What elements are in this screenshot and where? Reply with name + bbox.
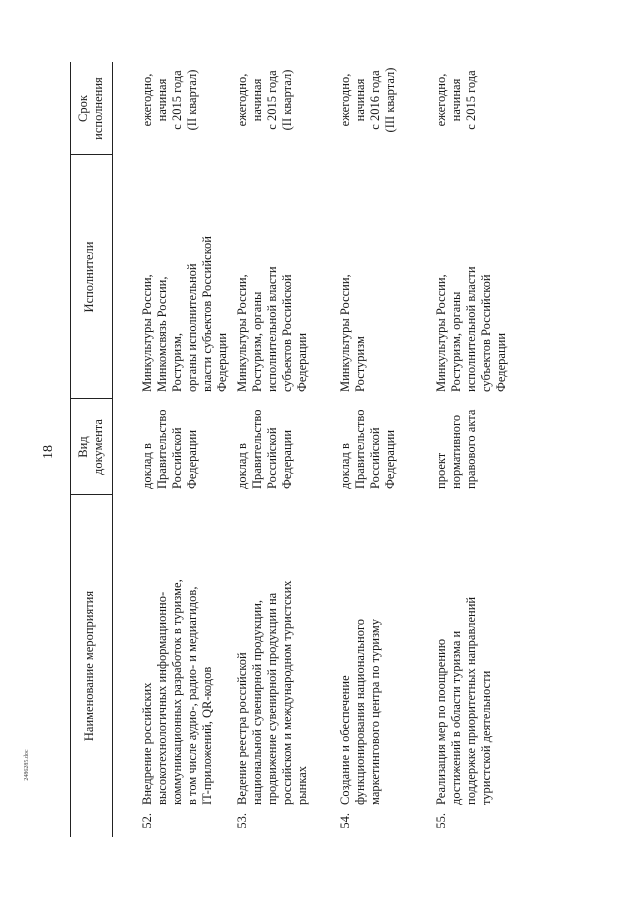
- row-54-event: Создание и обеспечение функционирования национального маркетингового центра по туризму: [338, 618, 382, 805]
- row-55-executors: Минкультуры России, Ростуризм, органы исполнительной власти субъектов Российской Федерации: [434, 266, 508, 392]
- header-bottom-border: [112, 62, 113, 837]
- header-executors: Исполнители: [82, 241, 96, 313]
- row-52-executors: Минкультуры России, Минкомсвязь России, Ростуризм, органы исполнительной власти субъектов Российской Федерации: [140, 236, 229, 392]
- landscape-table: [70, 62, 508, 837]
- row-54-number: 54.: [338, 813, 352, 829]
- row-53-executors: Минкультуры России, Ростуризм, органы исполнительной власти субъектов Российской Федерации: [235, 266, 309, 392]
- row-55-doc-type: проект нормативного правового акта: [434, 409, 478, 489]
- row-52-number: 52.: [140, 813, 154, 829]
- row-52-event: Внедрение российских высокотехнологичных информационно- коммуникационных разработок в туризме, в том числе аудио-, радио- и медиагидов, IT-приложений, QR-кодов: [140, 579, 214, 805]
- row-53-deadline: ежегодно, начиная с 2015 года (II квартал): [235, 69, 294, 131]
- row-53-doc-type: доклад в Правительство Российской Федерации: [235, 409, 294, 489]
- row-55-deadline: ежегодно, начиная с 2015 года: [434, 70, 478, 130]
- header-event: Наименование мероприятия: [82, 590, 96, 742]
- file-name: 2486285.doc: [24, 749, 30, 781]
- row-53-event: Ведение реестра российской национальной сувенирной продукции, продвижение сувенирной продукции на российском и международном туристских рынках: [235, 580, 309, 805]
- row-55-number: 55.: [434, 813, 448, 829]
- row-53-number: 53.: [235, 813, 249, 829]
- header-deadline: Срок исполнения: [76, 77, 105, 140]
- row-54-executors: Минкультуры России, Ростуризм: [338, 274, 367, 392]
- row-54-doc-type: доклад в Правительство Российской Федерации: [338, 409, 397, 489]
- row-54-deadline: ежегодно, начиная с 2016 года (III квартал): [338, 67, 397, 133]
- row-52-deadline: ежегодно, начиная с 2015 года (II квартал): [140, 69, 199, 131]
- row-52-doc-type: доклад в Правительство Российской Федерации: [140, 409, 199, 489]
- header-doc-type: Вид документа: [76, 419, 105, 475]
- header-top-border: [70, 62, 71, 837]
- row-55-event: Реализация мер по поощрению достижений в области туризма и поддержке приоритетных направлений туристской деятельности: [434, 596, 493, 805]
- page-number: 18: [41, 445, 56, 459]
